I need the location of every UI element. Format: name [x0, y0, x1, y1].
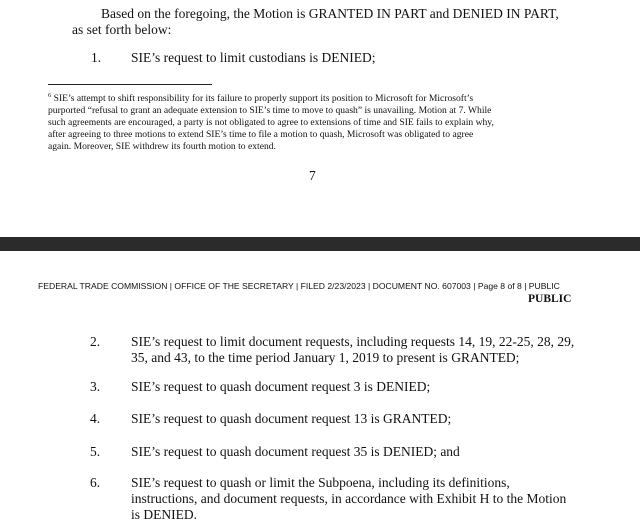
- item-number: 4.: [90, 411, 101, 426]
- item-1-number: 1.: [91, 50, 102, 65]
- item-text: SIE’s request to quash document request 13 is GRANTED;: [131, 411, 452, 426]
- footnote-marker: 6: [48, 91, 52, 99]
- page-break-bar: [0, 237, 640, 251]
- next-page-fragment: [0, 251, 640, 532]
- footnote-line: again. Moreover, SIE withdrew its fourth motion to extend.: [48, 141, 276, 152]
- ruling-intro-line-1: Based on the foregoing, the Motion is GRANTED IN PART and DENIED IN PART,: [101, 6, 559, 21]
- footnote-divider: [48, 84, 212, 85]
- item-text: SIE’s request to quash document request 35 is DENIED; and: [131, 444, 460, 459]
- page-number: 7: [309, 168, 316, 183]
- footnote-line: such agreements are encouraged, a party is not obligated to agree to extensions of time and SIE fails to explain why,: [48, 117, 494, 128]
- filing-header-stamp: FEDERAL TRADE COMMISSION | OFFICE OF THE SECRETARY | FILED 2/23/2023 | DOCUMENT NO. 607003 | Page 8 of 8 | PUBLIC: [38, 281, 560, 291]
- item-text: SIE’s request to quash document request 3 is DENIED;: [131, 379, 431, 394]
- footnote-line: after agreeing to three motions to extend SIE’s time to file a motion to quash, Microsoft was obligated to agree: [48, 129, 474, 140]
- item-text: SIE’s request to limit document requests, including requests 14, 19, 22-25, 28, 29, 35, and 43, to the time period January 1, 2019 to present is GRANTED;: [131, 334, 575, 365]
- item-number: 6.: [90, 475, 101, 490]
- footnote-line: purported “refusal to grant an adequate extension to SIE’s time to move to quash” is unavailing. Motion at 7. While: [48, 105, 492, 116]
- item-1-text: SIE’s request to limit custodians is DENIED;: [131, 50, 376, 65]
- public-label: PUBLIC: [528, 293, 572, 305]
- previous-page-fragment: [0, 0, 640, 236]
- footnote-line: $^6$ SIE’s attempt to shift responsibility for its failure to properly support its position to Microsoft for Microsoft’s: [48, 91, 474, 104]
- item-number: 3.: [90, 379, 101, 394]
- ruling-intro-line-2: as set forth below:: [72, 22, 172, 37]
- item-number: 5.: [90, 444, 101, 459]
- item-text: SIE’s request to quash or limit the Subpoena, including its definitions, instructions, and document requests, in accordance with Exhibit H to the Motion is DENIED.: [131, 475, 567, 522]
- item-number: 2.: [90, 334, 101, 349]
- footnote-6: [48, 93, 588, 153]
